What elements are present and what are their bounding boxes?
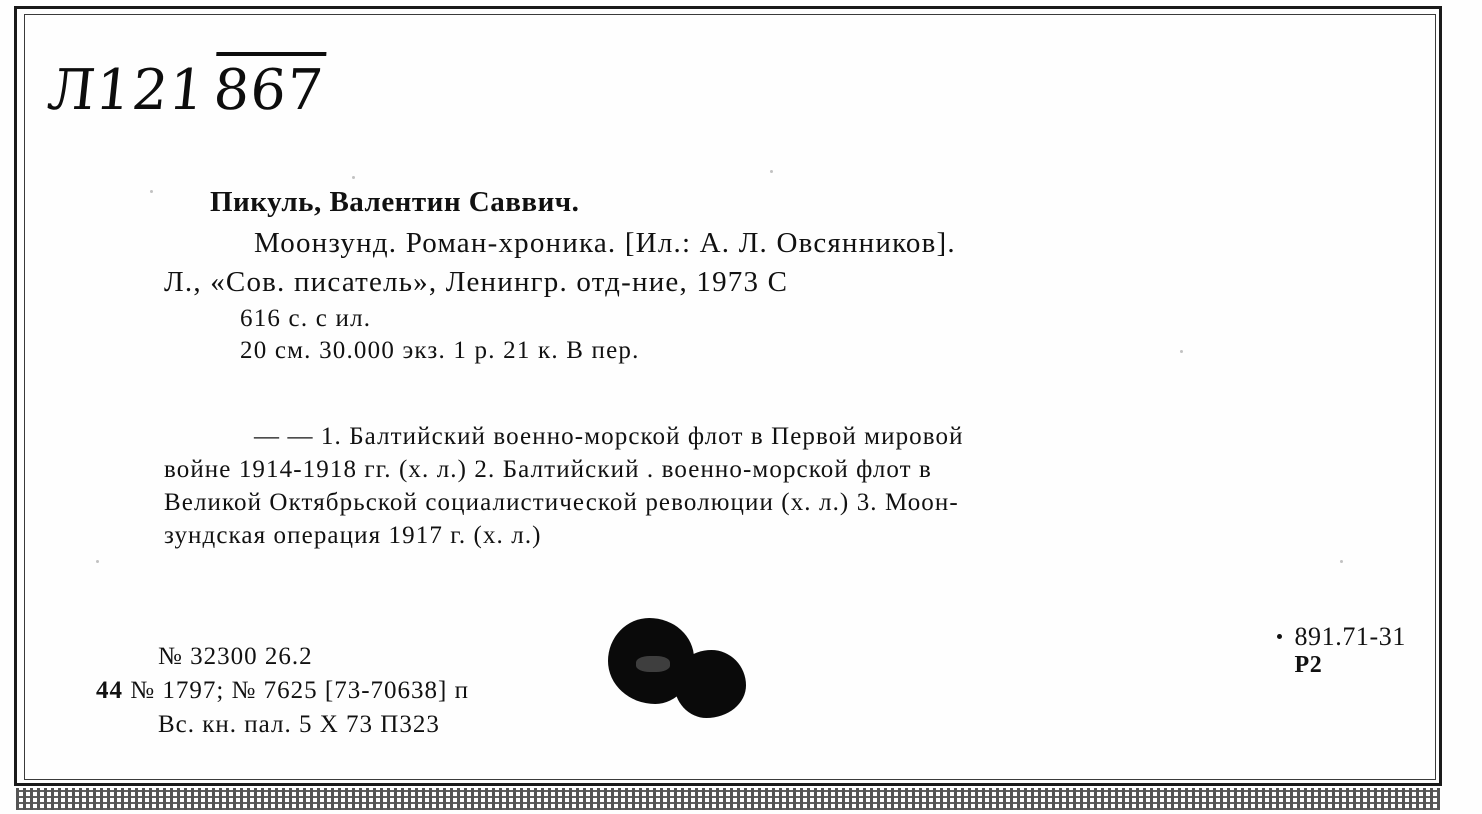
udk-number: 891.71-31 (1294, 622, 1406, 651)
scan-speck (1340, 560, 1343, 563)
control-number-text: № 1797; № 7625 [73-70638] п (130, 676, 470, 704)
call-number-denominator: 867 (211, 52, 326, 123)
control-number-line (96, 674, 469, 708)
bibliographic-body (164, 186, 1400, 369)
imprint-statement: Л., «Сов. писатель», Ленингр. отд-ние, 1973 С (164, 266, 789, 298)
tracing-line: — — 1. Балтийский военно-морской флот в Первой мировой (254, 423, 964, 450)
call-number-numerator: Л121 (44, 58, 210, 123)
book-chamber-line: Вс. кн. пал. 5 X 73 П323 (158, 710, 440, 738)
scan-speck (352, 176, 355, 179)
classification-block (1294, 622, 1406, 679)
ink-speck (1277, 634, 1282, 639)
scan-speck (770, 170, 773, 173)
tracing-line: зундская операция 1917 г. (х. л.) (164, 522, 542, 549)
ink-blot-highlight (636, 656, 670, 672)
ink-blot-shape-secondary (674, 650, 746, 718)
author-statement: Пикуль, Валентин Саввич. (210, 186, 580, 218)
scan-speck (1180, 350, 1183, 353)
scan-speck (150, 190, 153, 193)
subject-tracings (164, 420, 1425, 552)
scan-edge-strip (16, 788, 1440, 810)
scan-speck (96, 560, 99, 563)
handwritten-call-number (44, 52, 326, 123)
tracing-line: Великой Октябрьской социалистической революции (х. л.) 3. Моон- (164, 489, 959, 516)
title-statement: Моонзунд. Роман-хроника. [Ил.: А. Л. Овсянников]. (254, 227, 956, 259)
class-mark: Р2 (1294, 652, 1323, 678)
control-number-line: № 32300 26.2 (158, 643, 313, 670)
record-control-numbers (96, 640, 469, 741)
pagination-statement: 616 с. с ил. (240, 305, 372, 332)
control-number-prefix: 44 (96, 676, 123, 704)
tracing-line: войне 1914-1918 гг. (х. л.) 2. Балтийский . военно-морской флот в (164, 456, 932, 483)
physical-description: 20 см. 30.000 экз. 1 р. 21 к. В пер. (240, 337, 640, 364)
ink-blot-icon (608, 618, 768, 718)
